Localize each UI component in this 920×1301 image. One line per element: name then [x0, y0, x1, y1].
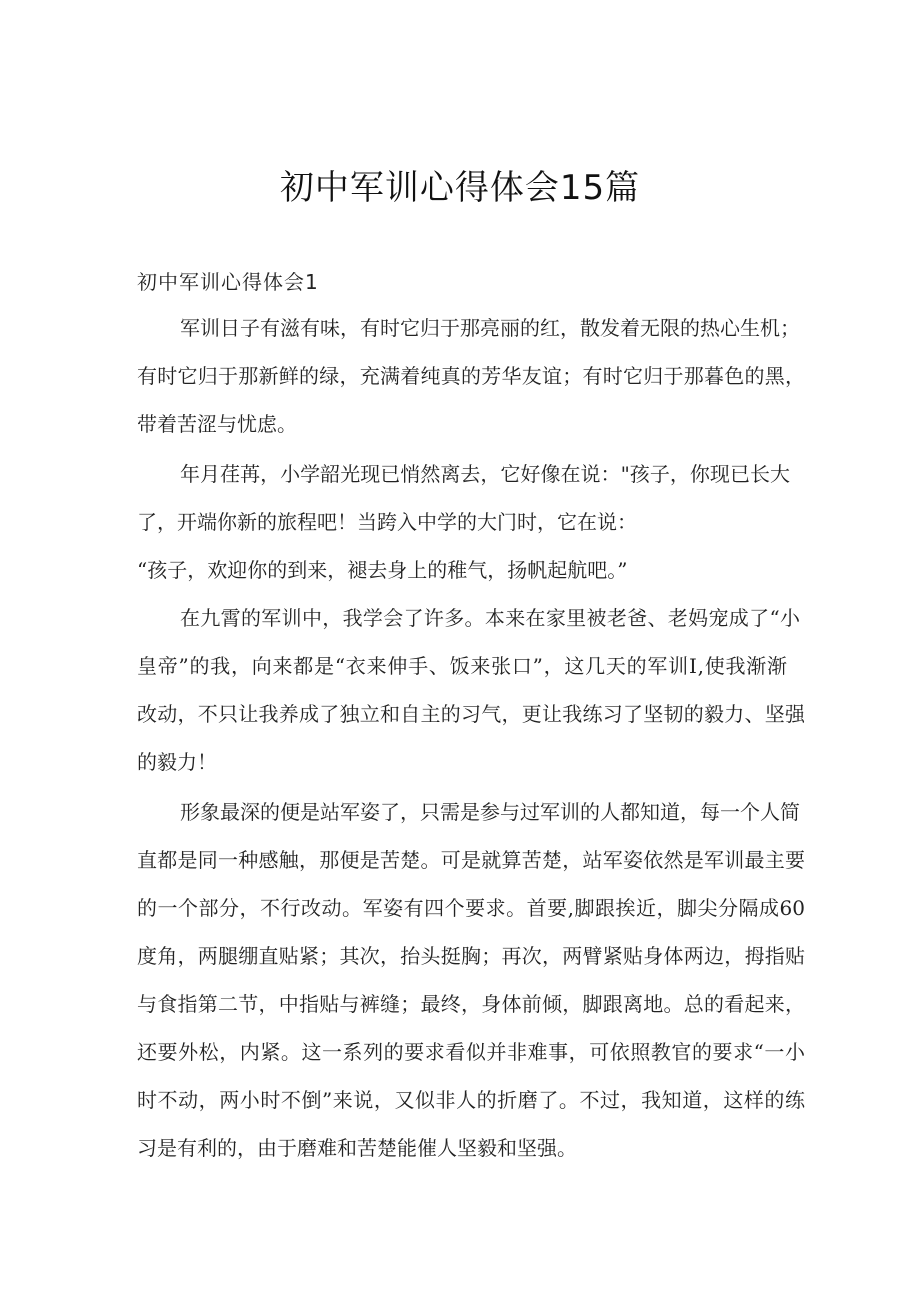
- paragraph-line: 度角，两腿绷直贴紧；其次，抬头挺胸；再次，两臂紧贴身体两边，拇指贴: [137, 944, 805, 968]
- document-title: 初中军训心得体会15篇: [279, 168, 641, 208]
- paragraph-line: 的一个部分，不行改动。军姿有四个要求。首要,脚跟挨近，脚尖分隔成60: [137, 896, 805, 920]
- paragraph-line: 直都是同一种感触，那便是苦楚。可是就算苦楚，站军姿依然是军训最主要: [137, 848, 805, 872]
- paragraph-line: 习是有利的，由于磨难和苦楚能催人坚毅和坚强。: [137, 1136, 577, 1160]
- paragraph-line: 还要外松，内紧。这一系列的要求看似并非难事，可依照教官的要求“一小: [137, 1040, 805, 1064]
- section-heading: 初中军训心得体会1: [137, 270, 319, 294]
- paragraph-line: 有时它归于那新鲜的绿，充满着纯真的芳华友谊；有时它归于那暮色的黑，: [137, 364, 805, 388]
- paragraph-line: 在九霄的军训中，我学会了许多。本来在家里被老爸、老妈宠成了“小: [180, 606, 800, 630]
- paragraph-line: “孩子，欢迎你的到来，褪去身上的稚气，扬帆起航吧。”: [137, 558, 628, 582]
- paragraph-line: 军训日子有滋有味，有时它归于那亮丽的红，散发着无限的热心生机；: [180, 316, 800, 340]
- paragraph-line: 与食指第二节，中指贴与裤缝；最终，身体前倾，脚跟离地。总的看起来，: [137, 992, 805, 1016]
- paragraph-line: 皇帝”的我，向来都是“衣来伸手、饭来张口”，这几天的军训Ⅰ,使我渐渐: [137, 654, 787, 678]
- paragraph-line: 改动，不只让我养成了独立和自主的习气，更让我练习了坚韧的毅力、坚强: [137, 702, 805, 726]
- paragraph-line: 的毅力！: [137, 750, 217, 774]
- paragraph-line: 时不动，两小时不倒”来说，又似非人的折磨了。不过，我知道，这样的练: [137, 1088, 805, 1112]
- paragraph-line: 带着苦涩与忧虑。: [137, 412, 297, 436]
- paragraph-line: 年月荏苒，小学韶光现已悄然离去，它好像在说："孩子，你现已长大: [180, 462, 790, 486]
- paragraph-line: 形象最深的便是站军姿了，只需是参与过军训的人都知道，每一个人简: [180, 800, 800, 824]
- paragraph-line: 了，开端你新的旅程吧！当跨入中学的大门时，它在说：: [137, 510, 637, 534]
